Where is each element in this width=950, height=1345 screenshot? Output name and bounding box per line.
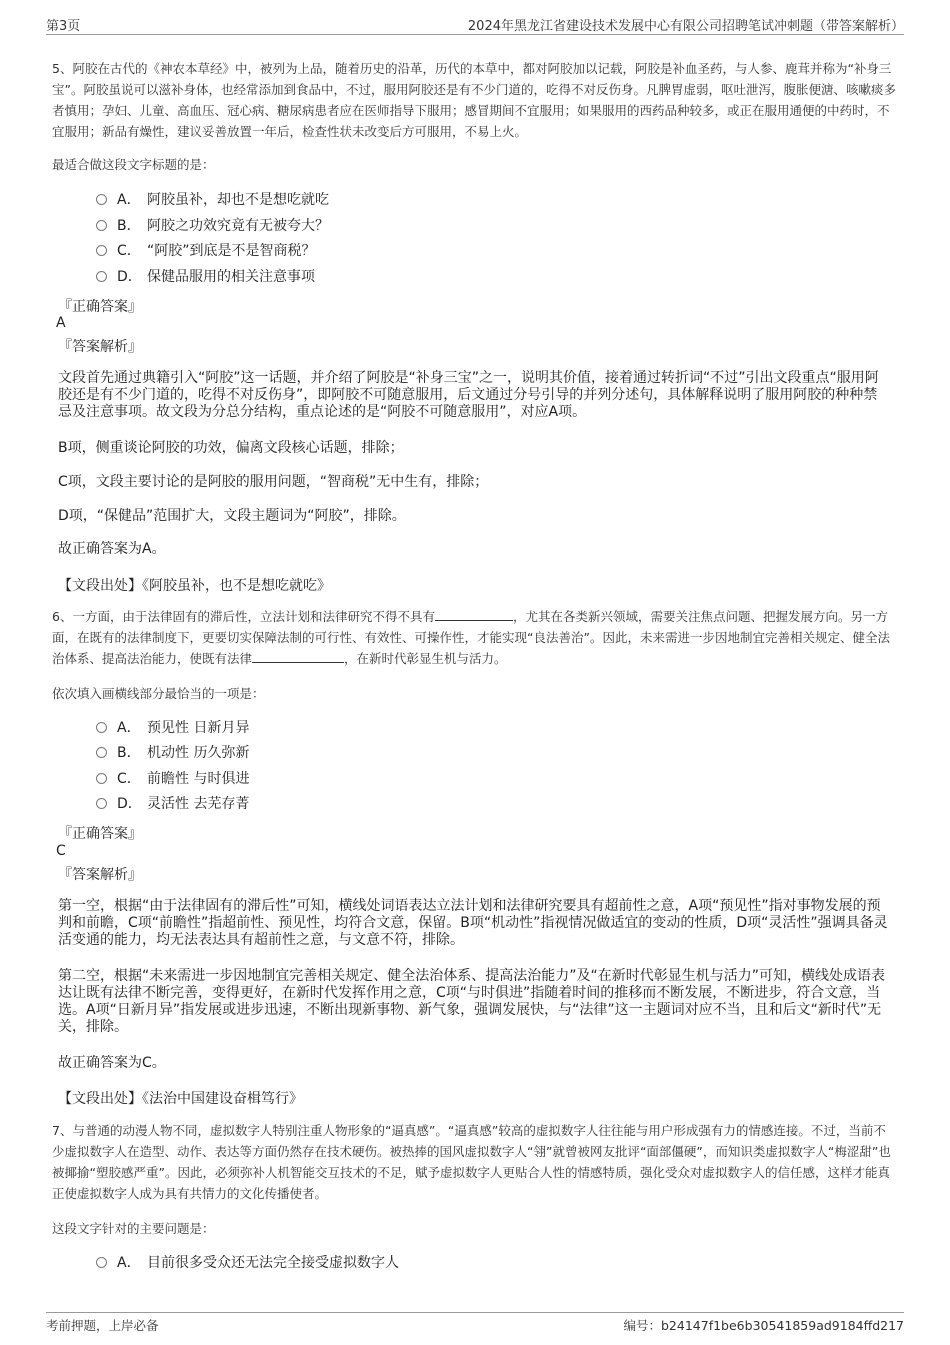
radio-icon[interactable] (96, 798, 107, 809)
q6-source: 【文段出处】《法治中国建设奋楫笃行》 (58, 1091, 303, 1107)
q6-analysis-label: 『答案解析』 (58, 867, 142, 883)
q6-option-b[interactable]: B． 机动性 历久弥新 (96, 741, 249, 765)
q5-option-b[interactable]: B． 阿胶之功效究竟有无被夸大？ (96, 214, 329, 238)
radio-icon[interactable] (96, 220, 107, 231)
q7-option-a[interactable]: A． 目前很多受众还无法完全接受虚拟数字人 (96, 1251, 399, 1275)
q6-answer-label: 『正确答案』 (58, 826, 142, 842)
q6-option-a[interactable]: A． 预见性 日新月异 (96, 716, 249, 740)
q5-analysis-paragraph: B项，侧重谈论阿胶的功效，偏离文段核心话题，排除； (58, 440, 404, 456)
page-number: 第3页 (46, 19, 81, 34)
q5-prompt: 最适合做这段文字标题的是： (52, 157, 215, 172)
fill-blank-1 (435, 607, 513, 621)
q7-text: 7、与普通的动漫人物不同，虚拟数字人特别注重人物形象的“逼真感”。“逼真感”较高的虚拟数字人往往能与用户形成强有力的情感连接。不过，当前不少虚拟数字人在造型、动作、表达等方面仍然存在技术硬伤。被热捧的国风虚拟数字人“翎”就曾被网友批评“面部僵硬”，而知识类虚拟数字人“梅涩甜”也被揶揄“塑胶感严重”。因此，必须弥补人机智能交互技术的不足，赋予虚拟数字人更贴合人性的情感特质，强化受众对虚拟数字人的信任感，这样才能真正使虚拟数字人成为具有共情力的文化传播使者。 (52, 1123, 891, 1201)
q5-analysis-paragraph: 故正确答案为A。 (58, 541, 166, 557)
q5-answer: A (56, 315, 66, 331)
q5-answer-label: 『正确答案』 (58, 299, 142, 315)
q6-analysis-paragraph: 第二空，根据“未来需进一步因地制宜完善相关规定、健全法治体系、提高法治能力”及“在新时代彰显生机与活力”可知，横线处成语表达让既有法律不断完善，变得更好，在新时代发挥作用之意，C项“与时俱进”指随着时间的推移而不断发展，不断进步，符合文意，当选。A项“日新月异”指发展或进步迅速，不断出现新事物、新气象，强调发展快，与“法律”这一主题词对应不当，且和后文“新时代”无关，排除。 (58, 968, 886, 1035)
radio-icon[interactable] (96, 1257, 107, 1268)
footer-slogan: 考前押题，上岸必备 (46, 1318, 159, 1333)
radio-icon[interactable] (96, 722, 107, 733)
radio-icon[interactable] (96, 194, 107, 205)
q6-analysis-paragraph: 故正确答案为C。 (58, 1055, 166, 1071)
page-footer (46, 1312, 904, 1335)
q5-option-d[interactable]: D． 保健品服用的相关注意事项 (96, 265, 315, 289)
q6-option-d[interactable]: D． 灵活性 去芜存菁 (96, 792, 249, 816)
document-title: 2024年黑龙江省建设技术发展中心有限公司招聘笔试冲刺题（带答案解析） (467, 19, 904, 34)
q5-analysis-paragraph: D项，“保健品”范围扩大，文段主题词为“阿胶”，排除。 (58, 508, 406, 524)
q6-analysis-paragraph: 第一空，根据“由于法律固有的滞后性”可知，横线处词语表达立法计划和法律研究要具有超前性之意，A项“预见性”指对事物发展的预判和前瞻，C项“前瞻性”指超前性、预见性，均符合文意，保留。B项“机动性”指视情况做适宜的变动的性质，D项“灵活性”强调具备灵活变通的能力，均无法表达具有超前性之意，与文意不符，排除。 (58, 898, 888, 948)
q6-option-c[interactable]: C． 前瞻性 与时俱进 (96, 767, 249, 791)
q5-option-a[interactable]: A． 阿胶虽补，却也不是想吃就吃 (96, 188, 329, 212)
q7-prompt: 这段文字针对的主要问题是： (52, 1221, 215, 1236)
page-header (46, 14, 904, 35)
q6-answer: C (56, 843, 66, 859)
q6-prompt: 依次填入画横线部分最恰当的一项是： (52, 686, 265, 701)
q5-source: 【文段出处】《阿胶虽补，也不是想吃就吃》 (58, 578, 331, 594)
q5-option-c[interactable]: C． “阿胶”到底是不是智商税？ (96, 239, 316, 263)
radio-icon[interactable] (96, 245, 107, 256)
document-id: 编号：b24147f1be6b30541859ad9184ffd217 (623, 1318, 904, 1333)
radio-icon[interactable] (96, 271, 107, 282)
q5-text: 5、阿胶在古代的《神农本草经》中，被列为上品，随着历史的沿革，历代的本草中，都对阿胶加以记载，阿胶是补血圣药，与人参、鹿茸并称为“补身三宝”。阿胶虽说可以滋补身体，也经常添加到食品中，不过，服用阿胶还是有不少门道的，吃得不对反伤身。凡脾胃虚弱，呕吐泄泻，腹胀便溏、咳嗽痰多者慎用；孕妇、儿童、高血压、冠心病、糖尿病患者应在医师指导下服用；感冒期间不宜服用；如果服用的西药品种较多，或正在服用通便的中药时，不宜服用；新品有燥性，建议妥善放置一年后，检查性状未改变后方可服用，不易上火。 (52, 61, 896, 139)
fill-blank-2 (252, 649, 344, 663)
q5-analysis-paragraph: C项，文段主要讨论的是阿胶的服用问题，“智商税”无中生有，排除； (58, 474, 489, 490)
q6-text: 6、一方面，由于法律固有的滞后性，立法计划和法律研究不得不具有 ，尤其在各类新兴领域，需要关注焦点问题、把握发展方向。另一方面，在既有的法律制度下，更要切实保障法制的可行性、有效性、可操作性，才能实现“良法善治”。因此，未来需进一步因地制宜完善相关规定、健全法治体系、提高法治能力，使既有法律 ，在新时代彰显生机与活力。 (52, 609, 890, 666)
radio-icon[interactable] (96, 773, 107, 784)
q5-analysis-label: 『答案解析』 (58, 339, 142, 355)
q5-analysis-paragraph: 文段首先通过典籍引入“阿胶”这一话题，并介绍了阿胶是“补身三宝”之一，说明其价值，接着通过转折词“不过”引出文段重点“服用阿胶还是有不少门道的，吃得不对反伤身”，即阿胶不可随意服用，后文通过分号引导的并列分述句，具体解释说明了服用阿胶的种种禁忌及注意事项。故文段为分总分结构，重点论述的是“阿胶不可随意服用”，对应A项。 (58, 370, 879, 420)
radio-icon[interactable] (96, 747, 107, 758)
